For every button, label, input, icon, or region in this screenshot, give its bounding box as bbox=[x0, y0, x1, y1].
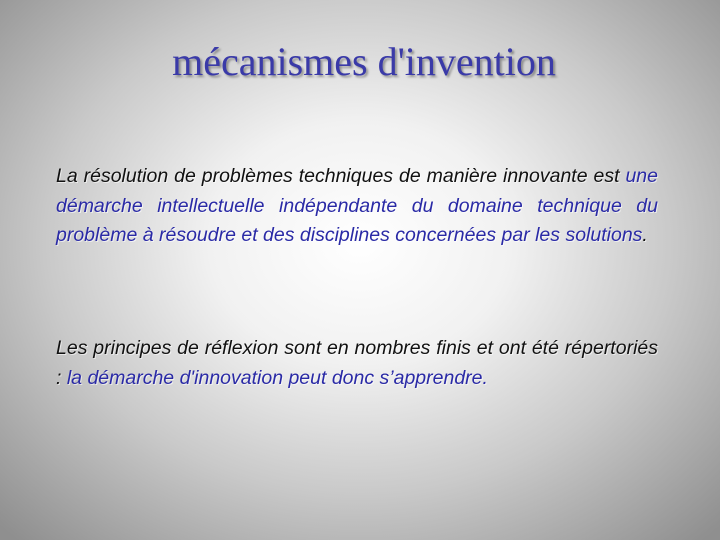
paragraph-2 bbox=[56, 334, 658, 393]
paragraph-1 bbox=[56, 162, 658, 251]
paragraph-2-part-1: Les principes de réflexion sont en nombres finis et ont été répertoriés : bbox=[56, 337, 658, 389]
paragraph-1-part-3: . bbox=[642, 224, 648, 246]
paragraph-1-part-2: une démarche intellectuelle indépendante du domaine technique du problème à résoudre et des disciplines concernées par les solutions bbox=[56, 165, 658, 246]
paragraph-1-part-1: La résolution de problèmes techniques de manière innovante est bbox=[56, 165, 620, 187]
slide-title: mécanismes d'invention bbox=[172, 39, 556, 84]
paragraph-2-part-2: la démarche d'innovation peut donc s’apprendre. bbox=[66, 366, 488, 389]
